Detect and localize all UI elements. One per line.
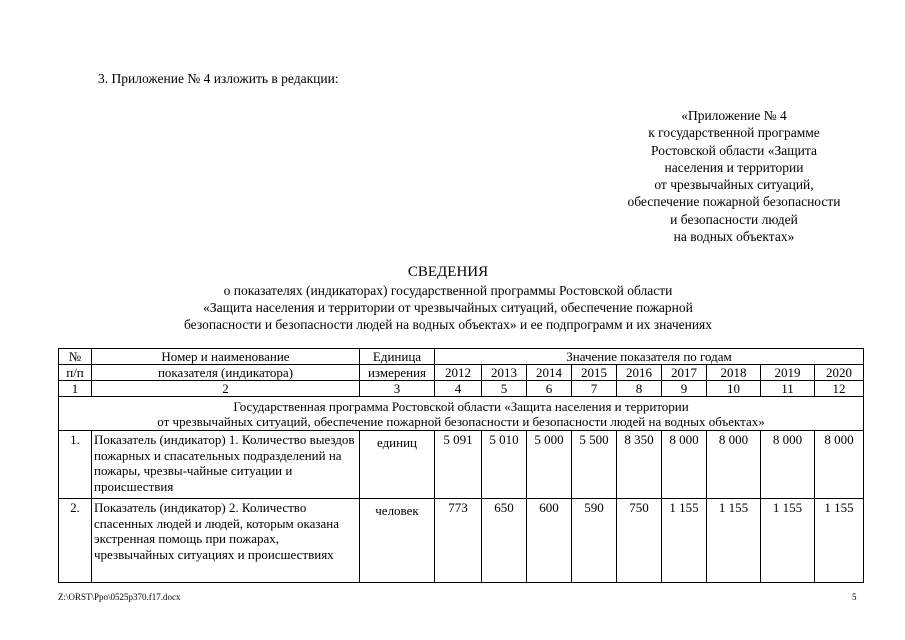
title-line: «Защита населения и территории от чрезвычайных ситуаций, обеспечение пожарной	[203, 300, 693, 315]
section-title	[59, 397, 864, 431]
table-row	[59, 431, 864, 499]
title-line: о показателях (индикаторах) государственной программы Ростовской области	[223, 283, 673, 298]
appendix-line: и безопасности людей	[670, 211, 798, 227]
header-values-group: Значение показателя по годам	[435, 349, 864, 365]
value-cell: 650	[482, 499, 527, 583]
header-year: 2013	[482, 365, 527, 381]
section-title-line: Государственная программа Ростовской области «Защита населения и территории	[233, 398, 689, 414]
header-year: 2014	[527, 365, 572, 381]
value-cell: 1 155	[761, 499, 815, 583]
value-cell: 5 500	[572, 431, 617, 499]
unit-cell: единиц	[360, 431, 435, 499]
appendix-heading	[600, 107, 868, 245]
value-cell: 8 000	[662, 431, 707, 499]
row-number: 2.	[59, 499, 92, 583]
column-number: 6	[527, 381, 572, 397]
footer-file-path: Z:\ORST\Ppo\0525p370.f17.docx	[58, 592, 181, 602]
value-cell: 5 010	[482, 431, 527, 499]
header-year: 2020	[815, 365, 864, 381]
value-cell: 773	[435, 499, 482, 583]
header-year: 2018	[707, 365, 761, 381]
appendix-line: на водных объектах»	[673, 229, 795, 245]
header-num-top: №	[59, 349, 92, 365]
section-title-line: от чрезвычайных ситуаций, обеспечение пожарной безопасности и безопасности людей на водных объектах»	[157, 413, 765, 429]
value-cell: 5 091	[435, 431, 482, 499]
value-cell: 8 000	[707, 431, 761, 499]
appendix-line: населения и территории	[664, 159, 804, 175]
header-name-top: Номер и наименование	[92, 349, 360, 365]
header-year: 2012	[435, 365, 482, 381]
column-number: 8	[617, 381, 662, 397]
column-number: 2	[92, 381, 360, 397]
column-number: 7	[572, 381, 617, 397]
header-unit-bottom: измерения	[360, 365, 435, 381]
footer-page-number: 5	[852, 592, 857, 602]
appendix-line: к государственной программе	[648, 125, 820, 141]
value-cell: 1 155	[662, 499, 707, 583]
header-year: 2015	[572, 365, 617, 381]
header-name-bottom: показателя (индикатора)	[92, 365, 360, 381]
header-year: 2016	[617, 365, 662, 381]
title-head: СВЕДЕНИЯ	[407, 264, 489, 280]
column-number: 5	[482, 381, 527, 397]
column-number: 11	[761, 381, 815, 397]
value-cell: 750	[617, 499, 662, 583]
appendix-line: Ростовской области «Защита	[651, 142, 817, 158]
appendix-line: от чрезвычайных ситуаций,	[654, 177, 814, 193]
value-cell: 600	[527, 499, 572, 583]
indicators-table	[58, 348, 864, 583]
intro-text: 3. Приложение № 4 изложить в редакции:	[98, 71, 339, 86]
value-cell: 590	[572, 499, 617, 583]
column-number: 10	[707, 381, 761, 397]
unit-cell: человек	[360, 499, 435, 583]
indicator-name: Показатель (индикатор) 2. Количество спасенных людей и людей, которым оказана экстренная помощь при пожарах, чрезвычайных ситуациях и происшествиях	[92, 499, 360, 583]
value-cell: 8 350	[617, 431, 662, 499]
value-cell: 8 000	[815, 431, 864, 499]
value-cell: 1 155	[815, 499, 864, 583]
header-year: 2019	[761, 365, 815, 381]
table-row	[59, 499, 864, 583]
value-cell: 8 000	[761, 431, 815, 499]
header-unit-top: Единица	[360, 349, 435, 365]
header-year: 2017	[662, 365, 707, 381]
column-number: 4	[435, 381, 482, 397]
value-cell: 5 000	[527, 431, 572, 499]
column-number: 12	[815, 381, 864, 397]
appendix-line: «Приложение № 4	[681, 108, 787, 123]
column-number: 3	[360, 381, 435, 397]
column-number: 1	[59, 381, 92, 397]
indicator-name: Показатель (индикатор) 1. Количество выездов пожарных и спасательных подразделений на пожары, чрезвы-чайные ситуации и происшествия	[92, 431, 360, 499]
header-num-bottom: п/п	[59, 365, 92, 381]
column-number: 9	[662, 381, 707, 397]
title-line: безопасности и безопасности людей на водных объектах» и ее подпрограмм и их значениях	[183, 317, 713, 332]
row-number: 1.	[59, 431, 92, 499]
appendix-line: обеспечение пожарной безопасности	[627, 194, 841, 210]
value-cell: 1 155	[707, 499, 761, 583]
document-title	[128, 263, 768, 333]
